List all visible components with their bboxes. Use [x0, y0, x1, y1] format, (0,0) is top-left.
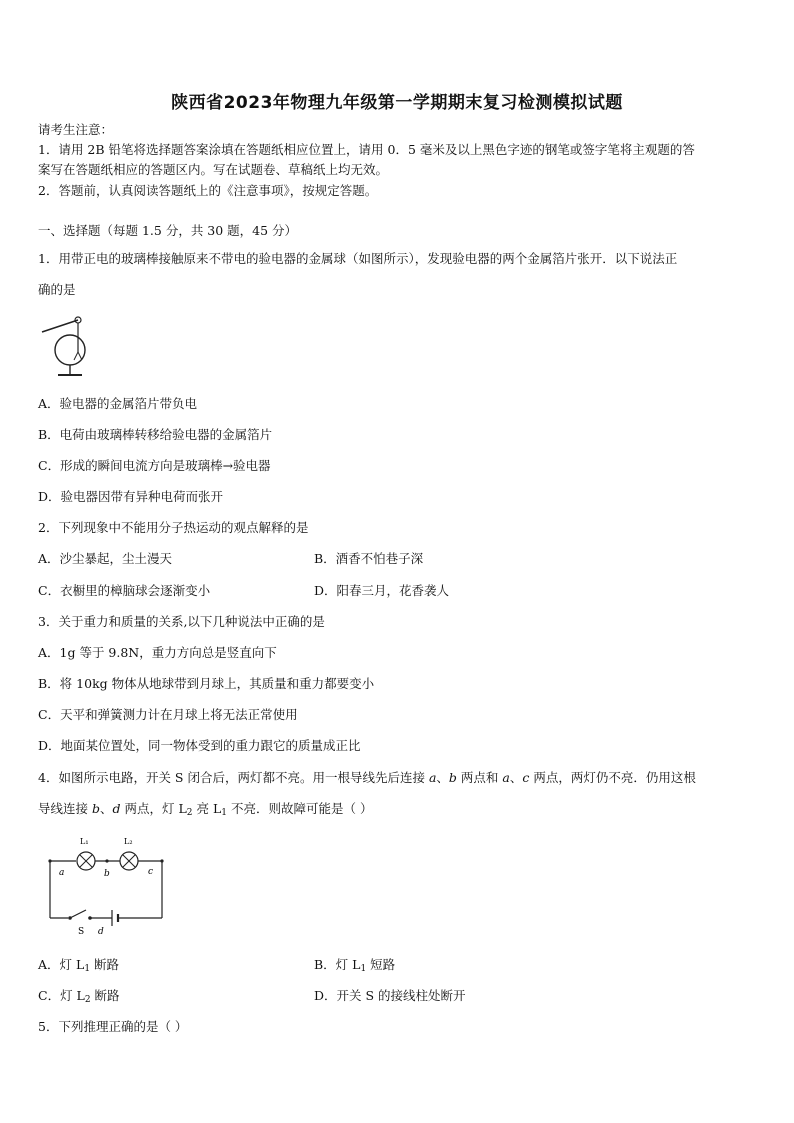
label-a: a	[59, 868, 65, 878]
q1-stem-line2: 确的是	[38, 282, 76, 297]
label-b: b	[104, 869, 110, 879]
switch-icon	[70, 910, 86, 918]
q3-option-d: D．地面某位置处，同一物体受到的重力跟它的质量成正比	[38, 738, 361, 753]
label-s: S	[78, 927, 85, 937]
q2-stem: 2．下列现象中不能用分子热运动的观点解释的是	[38, 520, 309, 535]
q4-option-d: D．开关 S 的接线柱处断开	[314, 988, 466, 1003]
label-l2: L₂	[124, 837, 133, 846]
q1-option-d: D．验电器因带有异种电荷而张开	[38, 489, 224, 504]
q5-stem: 5．下列推理正确的是（ ）	[38, 1019, 188, 1034]
circuit-diagram	[40, 828, 172, 940]
q2-option-c: C．衣橱里的樟脑球会逐渐变小	[38, 583, 211, 598]
q3-option-c: C．天平和弹簧测力计在月球上将无法正常使用	[38, 707, 298, 722]
q2-option-b: B．酒香不怕巷子深	[314, 551, 424, 566]
q3-option-a: A．1g 等于 9.8N，重力方向总是竖直向下	[38, 645, 277, 660]
q1-option-b: B．电荷由玻璃棒转移给验电器的金属箔片	[38, 427, 273, 442]
label-c: c	[148, 867, 154, 877]
notice-line-1: 1．请用 2B 铅笔将选择题答案涂填在答题纸相应位置上，请用 0．5 毫米及以上黑色字迹的钢笔或签字笔将主观题的答	[38, 142, 695, 157]
section-heading: 一、选择题（每题 1.5 分，共 30 题，45 分）	[38, 223, 298, 238]
label-d: d	[98, 927, 104, 937]
q2-option-d: D．阳春三月，花香袭人	[314, 583, 450, 598]
q1-stem-line1: 1．用带正电的玻璃棒接触原来不带电的验电器的金属球（如图所示），发现验电器的两个金属箔片张开．以下说法正	[38, 251, 678, 266]
notice-heading: 请考生注意：	[38, 122, 114, 137]
q3-option-b: B．将 10kg 物体从地球带到月球上，其质量和重力都要变小	[38, 676, 375, 691]
notice-line-3: 2．答题前，认真阅读答题纸上的《注意事项》，按规定答题。	[38, 183, 378, 198]
q3-stem: 3．关于重力和质量的关系,以下几种说法中正确的是	[38, 614, 325, 629]
q1-option-a: A．验电器的金属箔片带负电	[38, 396, 198, 411]
page-title: 陕西省2023年物理九年级第一学期期末复习检测模拟试题	[171, 93, 623, 113]
q4-stem-line2: 导线连接 b、d 两点，灯 $L_2$ 亮 $L_1$ 不亮．则故障可能是（ ）	[38, 801, 373, 818]
q4-stem-line1: 4．如图所示电路，开关 S 闭合后，两灯都不亮。用一根导线先后连接 a、b 两点和 a、c 两点，两灯仍不亮．仍用这根	[38, 770, 696, 785]
q4-option-c: C．灯 $L_2$ 断路	[38, 988, 120, 1005]
q1-option-c: C．形成的瞬间电流方向是玻璃棒→验电器	[38, 458, 271, 473]
q2-option-a: A．沙尘暴起，尘土漫天	[38, 551, 173, 566]
q4-option-a: A．灯 $L_1$ 断路	[38, 957, 120, 974]
q4-option-b: B．灯 $L_1$ 短路	[314, 957, 396, 974]
electroscope-figure	[38, 312, 100, 380]
label-l1: L₁	[80, 837, 89, 846]
notice-line-2: 案写在答题纸相应的答题区内。写在试题卷、草稿纸上均无效。	[38, 162, 389, 177]
